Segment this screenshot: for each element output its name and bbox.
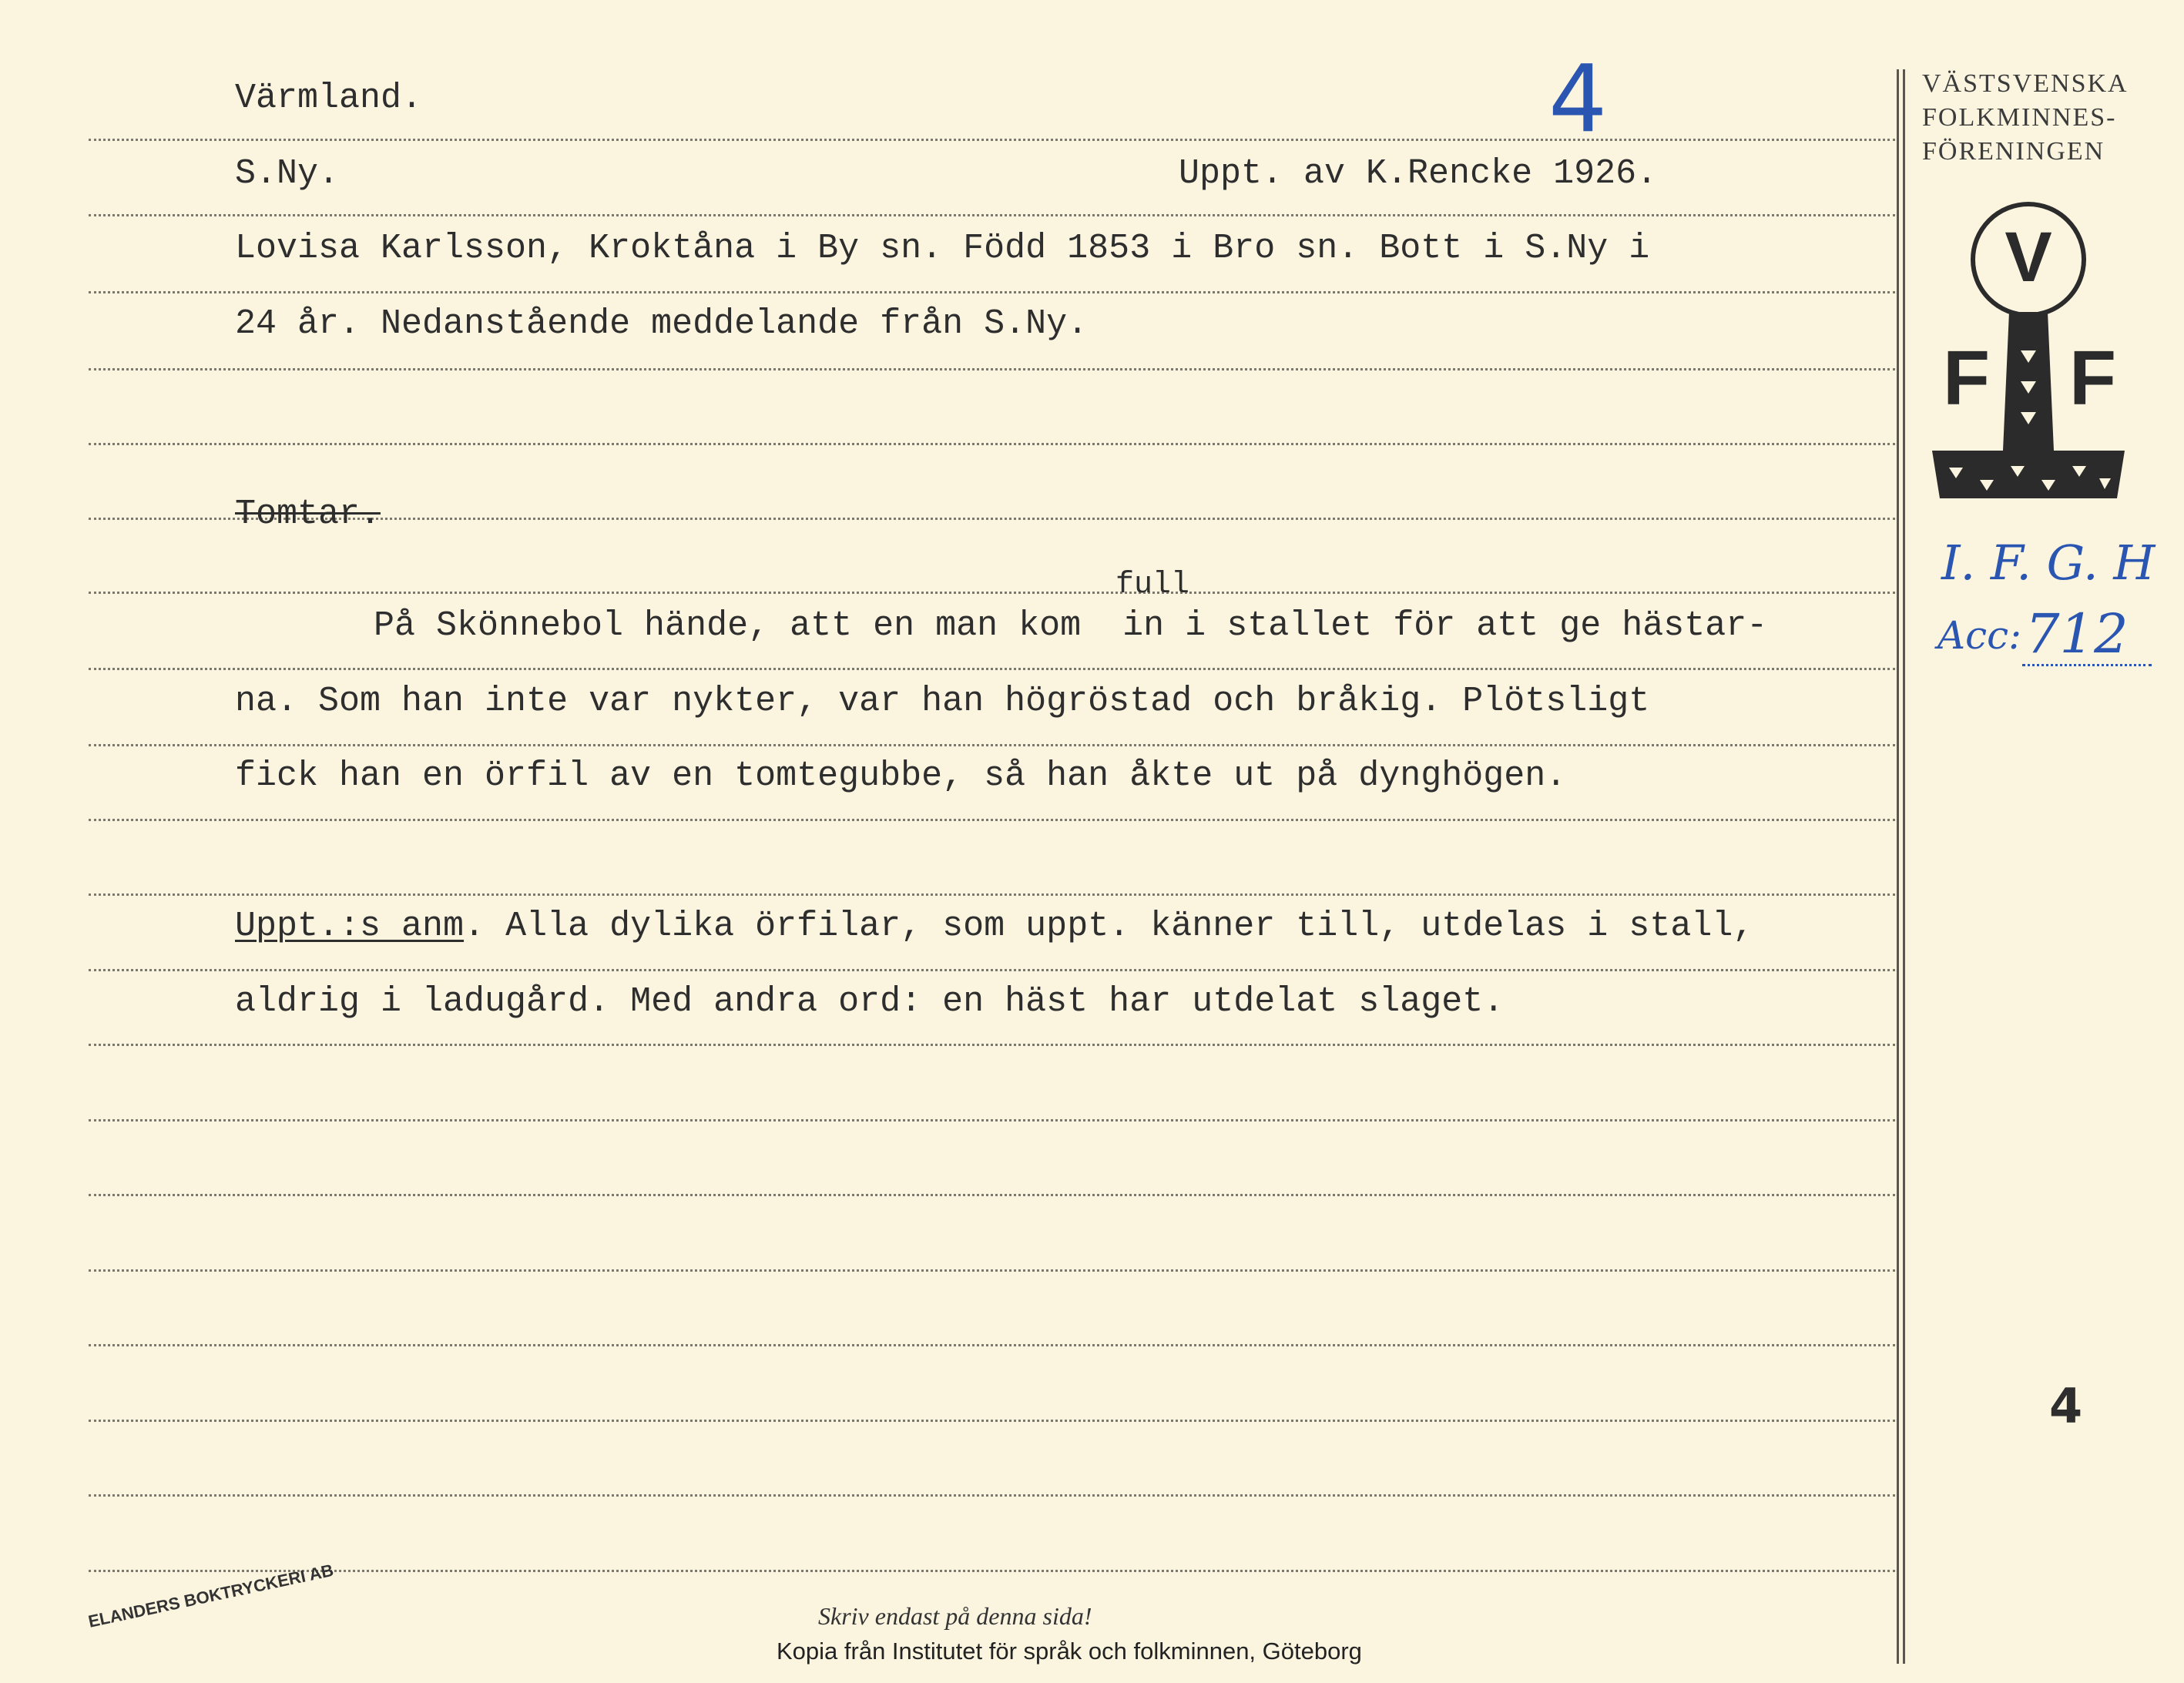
ruled-line (89, 592, 1895, 594)
margin-rule (1903, 69, 1905, 1664)
note-label: Uppt.:s anm (235, 907, 465, 946)
org-name-line: FÖRENINGEN (1922, 137, 2105, 166)
ruled-line (89, 1044, 1895, 1046)
note-line: aldrig i ladugård. Med andra ord: en häst har utdelat slaget. (235, 982, 1505, 1021)
ruled-line (89, 1570, 1895, 1572)
informant-line: Lovisa Karlsson, Kroktåna i By sn. Född 1853 i Bro sn. Bott i S.Ny i (235, 229, 1650, 268)
ruled-line (89, 819, 1895, 821)
handwritten-page-number: 4 (1548, 46, 1608, 153)
ruled-line (89, 969, 1895, 971)
ruled-line (89, 443, 1895, 445)
section-title: Tomtar. (235, 495, 381, 534)
ruled-line (89, 1194, 1895, 1196)
province: Värmland. (235, 79, 423, 118)
acc-number: 712 (2022, 607, 2152, 666)
org-name-line: FOLKMINNES- (1922, 103, 2117, 132)
ruled-line (89, 1119, 1895, 1121)
ruled-line (89, 744, 1895, 746)
logo-letter-f-left: F (1943, 335, 1991, 421)
margin-rule (1897, 69, 1899, 1664)
ruled-line (89, 1420, 1895, 1422)
logo-letter-v: V (2005, 218, 2052, 297)
ruled-line (89, 1344, 1895, 1346)
archive-mark: I. F. G. H (1941, 535, 2155, 591)
note-line: Uppt.:s anm. Alla dylika örfilar, som uppt. känner till, utdelas i stall, (235, 907, 1754, 946)
inserted-word: full (1115, 568, 1190, 602)
ruled-line (89, 1494, 1895, 1497)
informant-line: 24 år. Nedanstående meddelande från S.Ny. (235, 304, 1089, 344)
vff-logo-icon (1926, 196, 2134, 505)
ruled-line (89, 214, 1895, 216)
story-line: På Skönnebol hände, att en man kom in i stallet för att ge hästar- (374, 606, 1768, 645)
ruled-line (89, 893, 1895, 896)
ruled-line (89, 1269, 1895, 1272)
copy-notice: Kopia från Institutet för språk och folkminnen, Göteborg (777, 1638, 1362, 1665)
footer-instruction: Skriv endast på denna sida! (818, 1602, 1092, 1630)
ruled-line (89, 368, 1895, 370)
parish: S.Ny. (235, 154, 340, 193)
story-line: fick han en örfil av en tomtegubbe, så han åkte ut på dynghögen. (235, 756, 1567, 796)
ruled-line (89, 139, 1895, 141)
logo-letter-f-right: F (2069, 335, 2117, 421)
printer-mark: ELANDERS BOKTRYCKERI AB (86, 1560, 336, 1631)
org-name-line: VÄSTSVENSKA (1922, 69, 2129, 98)
ruled-line (89, 668, 1895, 670)
recorded-by: Uppt. av K.Rencke 1926. (1179, 154, 1658, 193)
story-line: na. Som han inte var nykter, var han högröstad och bråkig. Plötsligt (235, 682, 1650, 721)
page-number: 4 (2049, 1378, 2083, 1434)
ruled-line (89, 291, 1895, 293)
acc-label: Acc: (1937, 613, 2021, 658)
